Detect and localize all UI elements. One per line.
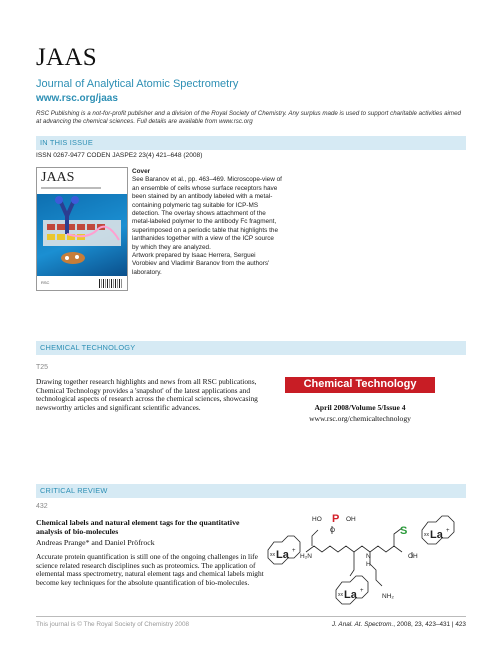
lanthanum-charge-left: + — [292, 548, 296, 554]
cover-artwork — [37, 194, 128, 276]
review-page-number: 432 — [36, 503, 48, 510]
lanthanum-xx-right: xx — [424, 532, 429, 538]
hydrogen-label: H — [366, 561, 371, 568]
review-molecule-graphic — [262, 508, 466, 608]
chem-tech-banner-title: Chemical Technology — [303, 378, 417, 390]
cover-caption: See Baranov et al., pp. 463–469. Microscope-view of an ensemble of cells whose surface receptors have been stained by an antibody labeled with a metal-containing polymeric tag suitable for ICP-MS detection. The overlay shows attachment of the metal-labeled polymer to the antibody Fc fragment, superimposed on a periodic table that highlights the lanthanides together with a view of the ICP source by which they are analyzed. — [132, 176, 282, 251]
journal-title: JAAS — [36, 44, 97, 71]
section-heading: CRITICAL REVIEW — [40, 486, 108, 495]
review-title[interactable]: Chemical labels and natural element tags for the quantitative analysis of bio-molecules — [36, 518, 240, 536]
oxygen-label: O — [330, 527, 336, 534]
footer-copyright: This journal is © The Royal Society of Chemistry 2008 — [36, 621, 190, 628]
lanthanum-xx-bottom: xx — [338, 592, 343, 598]
cover-description — [132, 168, 282, 277]
chem-tech-url-link[interactable]: www.rsc.org/chemicaltechnology — [309, 414, 411, 423]
chem-tech-summary: Drawing together research highlights and news from all RSC publications, Chemical Technology provides a 'snapshot' of the latest applications and technological aspects of research across the chemical sciences, showcasing newsworthy articles and significant scientific advances. — [36, 377, 258, 412]
lanthanum-xx-left: xx — [270, 552, 275, 558]
section-bar-chemical-technology — [36, 341, 466, 355]
chem-tech-banner — [285, 377, 435, 393]
phosphorus-label: P — [332, 513, 340, 525]
rsc-publisher-note: RSC Publishing is a not-for-profit publisher and a division of the Royal Society of Chemistry. Any surplus made is used to support charitable activities aimed at advancing the chemical sciences. Full details are available from www.rsc.org — [36, 110, 461, 126]
cover-thumbnail — [36, 167, 128, 291]
carboxyl-label: OH — [408, 553, 418, 560]
footer-divider — [36, 616, 466, 617]
footer-journal-name: J. Anal. At. Spectrom. — [331, 621, 394, 628]
review-abstract: Accurate protein quantification is still one of the ongoing challenges in life science related research disciplines such as proteomics. The application of elemental mass spectrometry, natural element tags and chemical labels might become key techniques for the absolute quantification of bio-molecules. — [36, 552, 264, 587]
chem-tech-banner-date: April 2008/Volume 5/Issue 4 — [314, 403, 406, 412]
lanthanum-label-left: La — [276, 549, 289, 561]
footer-citation — [332, 621, 466, 628]
hydroxyl-label-left: HO — [312, 516, 322, 523]
cover-publisher-mark: RSC — [41, 280, 50, 285]
lanthanum-label-bottom: La — [344, 589, 357, 601]
footer-volume-pages: , 2008, 23, 423–431 — [393, 621, 451, 628]
issn-line: ISSN 0267-9477 CODEN JASPE2 23(4) 421–648 (2008) — [36, 152, 203, 159]
cover-barcode — [99, 279, 123, 288]
section-heading: IN THIS ISSUE — [40, 138, 93, 147]
chem-tech-page-number: T25 — [36, 364, 49, 371]
cover-journal-title: JAAS — [41, 170, 75, 185]
journal-url-link[interactable]: www.rsc.org/jaas — [36, 93, 118, 104]
hydroxyl-label-right: OH — [346, 516, 356, 523]
lanthanum-charge-right: + — [446, 528, 450, 534]
terminal-amine-label: NH₂ — [382, 593, 394, 600]
journal-subtitle: Journal of Analytical Atomic Spectrometry — [36, 78, 239, 90]
section-bar-in-this-issue — [36, 136, 466, 150]
nitrogen-label: N — [366, 553, 371, 560]
lanthanum-charge-bottom: + — [360, 588, 364, 594]
sulfur-label: S — [400, 525, 408, 537]
cover-subtitle-line — [41, 187, 101, 189]
footer-separator: | — [451, 621, 456, 628]
cover-heading: Cover — [132, 168, 151, 175]
cover-credit: Artwork prepared by Isaac Herrera, Serguei Vorobiev and Vladimir Baranov from the authors' laboratory. — [132, 252, 270, 276]
amine-label: H₂N — [300, 553, 312, 560]
section-bar-critical-review — [36, 484, 466, 498]
section-heading: CHEMICAL TECHNOLOGY — [40, 343, 136, 352]
footer-page-number: 423 — [455, 621, 466, 628]
lanthanum-label-right: La — [430, 529, 443, 541]
review-authors: Andreas Prange* and Daniel Pröfrock — [36, 538, 155, 547]
